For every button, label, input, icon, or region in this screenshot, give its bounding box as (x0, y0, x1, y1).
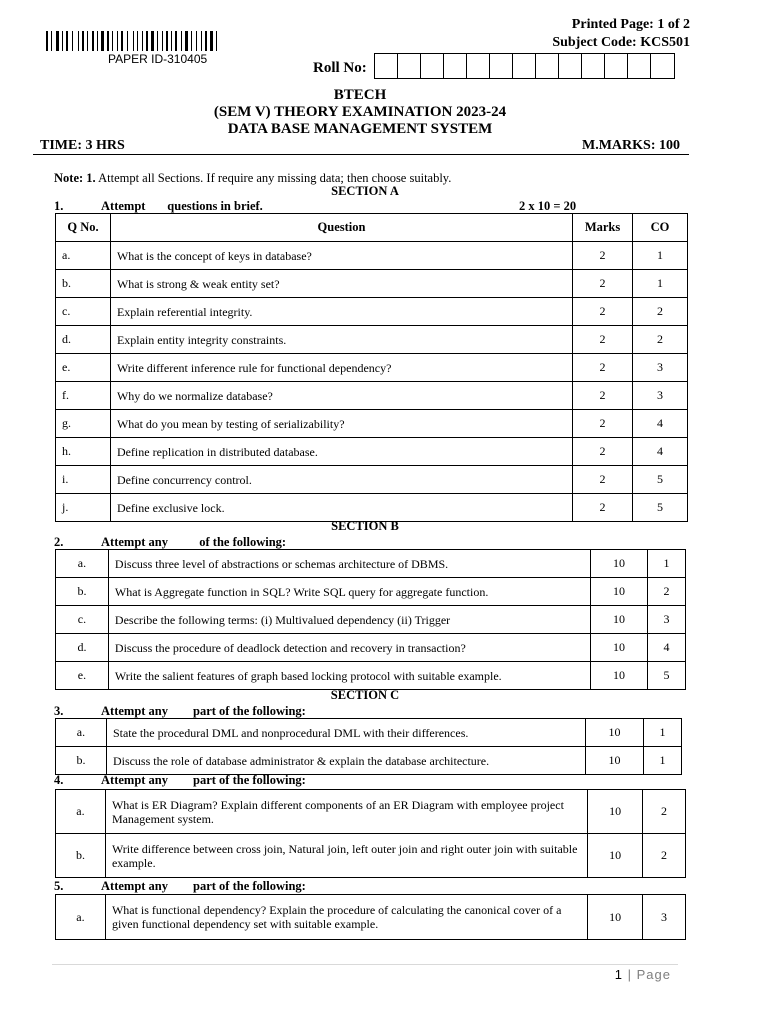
question-text: Define replication in distributed database. (110, 438, 572, 466)
table-row (56, 354, 688, 382)
subject-title: DATA BASE MANAGEMENT SYSTEM (227, 121, 493, 137)
question-text: Explain entity integrity constraints. (110, 326, 572, 354)
question-number: a. (56, 719, 107, 747)
note-number: 1. (86, 171, 96, 185)
question-co: 2 (648, 578, 686, 606)
question-co: 4 (633, 410, 688, 438)
question-number: d. (56, 326, 111, 354)
table-row (56, 790, 686, 834)
barcode-bar (121, 31, 123, 51)
footer-divider (52, 964, 678, 965)
question-number: c. (56, 298, 111, 326)
barcode-bar (201, 31, 202, 51)
table-row (56, 270, 688, 298)
question-number: b. (56, 747, 107, 775)
roll-no-label: Roll No: (313, 60, 367, 76)
question-marks: 2 (573, 382, 633, 410)
barcode-bar (51, 31, 52, 51)
question-marks: 10 (591, 662, 648, 690)
question-number: b. (56, 578, 109, 606)
barcode-bar (151, 31, 154, 51)
question-co: 1 (644, 747, 682, 775)
roll-no-box (467, 54, 490, 78)
question-number: a. (56, 895, 106, 940)
question-co: 1 (633, 270, 688, 298)
barcode-bar (191, 31, 192, 51)
question-co: 3 (643, 895, 686, 940)
barcode-bar (117, 31, 118, 51)
q5-instruction: Attempt any part of the following: (101, 879, 306, 893)
roll-no-box (536, 54, 559, 78)
section-b-heading: SECTION B (331, 519, 399, 533)
question-marks: 10 (591, 578, 648, 606)
q2-instruction: Attempt any of the following: (101, 535, 287, 549)
barcode-bar (112, 31, 113, 51)
question-text: What do you mean by testing of serializability? (110, 410, 572, 438)
barcode-bar (196, 31, 197, 51)
question-text: Write difference between cross join, Natural join, left outer join and right outer join with suitable example. (105, 834, 587, 878)
section-a-heading: SECTION A (331, 184, 399, 198)
question-marks: 10 (591, 634, 648, 662)
q4-number: 4. (54, 773, 64, 787)
barcode-bar (101, 31, 104, 51)
question-text: Write different inference rule for functional dependency? (110, 354, 572, 382)
barcode-bar (142, 31, 143, 51)
q1-marks-scheme: 2 x 10 = 20 (519, 199, 577, 213)
question-text: State the procedural DML and nonprocedural DML with their differences. (106, 719, 585, 747)
question-number: h. (56, 438, 111, 466)
barcode-bar (82, 31, 84, 51)
question-text: Why do we normalize database? (110, 382, 572, 410)
question-co: 1 (644, 719, 682, 747)
question-text: Discuss three level of abstractions or schemas architecture of DBMS. (108, 550, 590, 578)
question-number: a. (56, 790, 106, 834)
footer-separator: | (623, 967, 637, 982)
question-text: Write the salient features of graph based locking protocol with suitable example. (108, 662, 590, 690)
question-co: 3 (633, 354, 688, 382)
table-row (56, 410, 688, 438)
roll-no-box (628, 54, 651, 78)
barcode-bar (72, 31, 73, 51)
roll-no-box (651, 54, 674, 78)
barcode-bar (107, 31, 109, 51)
question-co: 2 (643, 834, 686, 878)
header-marks: Marks (573, 214, 633, 242)
q5-table (55, 894, 686, 940)
barcode-bar (66, 31, 68, 51)
barcode-bar (92, 31, 94, 51)
question-co: 5 (648, 662, 686, 690)
question-text: Discuss the procedure of deadlock detection and recovery in transaction? (108, 634, 590, 662)
q3-instruction: Attempt any part of the following: (101, 704, 306, 718)
barcode-bar (127, 31, 128, 51)
question-text: What is Aggregate function in SQL? Write SQL query for aggregate function. (108, 578, 590, 606)
page-word: Page (636, 967, 671, 982)
question-marks: 10 (586, 719, 644, 747)
table-row (56, 550, 686, 578)
table-row (56, 834, 686, 878)
table-row (56, 634, 686, 662)
barcode-bar (205, 31, 207, 51)
section-b-table (55, 549, 686, 690)
table-row (56, 326, 688, 354)
question-text: Discuss the role of database administrator & explain the database architecture. (106, 747, 585, 775)
question-co: 2 (633, 326, 688, 354)
barcode-bar (87, 31, 88, 51)
question-marks: 10 (588, 895, 643, 940)
question-marks: 10 (586, 747, 644, 775)
barcode-bar (185, 31, 188, 51)
question-co: 2 (643, 790, 686, 834)
header-divider (33, 154, 689, 155)
question-co: 2 (633, 298, 688, 326)
subject-code: Subject Code: KCS501 (552, 35, 690, 50)
q2-number: 2. (54, 535, 64, 549)
question-co: 5 (633, 466, 688, 494)
barcode-bar (97, 31, 98, 51)
question-number: d. (56, 634, 109, 662)
table-row (56, 382, 688, 410)
barcode-bar (137, 31, 138, 51)
printed-page: Printed Page: 1 of 2 (571, 17, 690, 32)
barcode (46, 31, 276, 51)
table-row (56, 719, 682, 747)
question-marks: 2 (573, 270, 633, 298)
q1-instruction: Attempt questions in brief. (101, 199, 263, 213)
barcode-bar (210, 31, 213, 51)
roll-no-box (582, 54, 605, 78)
question-number: c. (56, 606, 109, 634)
question-text: Define concurrency control. (110, 466, 572, 494)
roll-no-box (605, 54, 628, 78)
roll-no-box (490, 54, 513, 78)
question-marks: 2 (573, 466, 633, 494)
question-text: Describe the following terms: (i) Multivalued dependency (ii) Trigger (108, 606, 590, 634)
roll-no-box (421, 54, 444, 78)
section-c-heading: SECTION C (330, 688, 400, 702)
q4-instruction: Attempt any part of the following: (101, 773, 306, 787)
q5-number: 5. (54, 879, 64, 893)
header-co: CO (633, 214, 688, 242)
question-marks: 2 (573, 326, 633, 354)
barcode-bar (78, 31, 79, 51)
question-number: i. (56, 466, 111, 494)
page-number: 1 (614, 967, 624, 982)
barcode-bar (162, 31, 163, 51)
q1-number: 1. (54, 199, 64, 213)
question-marks: 2 (573, 354, 633, 382)
question-number: j. (56, 494, 111, 522)
table-row (56, 747, 682, 775)
question-number: e. (56, 354, 111, 382)
barcode-bar (46, 31, 48, 51)
exam-time: TIME: 3 HRS (40, 138, 125, 153)
table-row (56, 242, 688, 270)
table-row (56, 895, 686, 940)
question-text: Explain referential integrity. (110, 298, 572, 326)
question-co: 3 (648, 606, 686, 634)
question-text: What is ER Diagram? Explain different components of an ER Diagram with employee project Management system. (105, 790, 587, 834)
q3-table (55, 718, 682, 775)
barcode-bar (175, 31, 177, 51)
question-number: b. (56, 834, 106, 878)
barcode-bar (56, 31, 59, 51)
q4-table (55, 789, 686, 878)
question-number: e. (56, 662, 109, 690)
programme-title: BTECH (333, 87, 387, 103)
page-footer (615, 967, 671, 982)
question-number: a. (56, 550, 109, 578)
note-label: Note: (54, 171, 84, 185)
table-row (56, 438, 688, 466)
question-marks: 10 (588, 834, 643, 878)
barcode-bar (62, 31, 63, 51)
question-number: f. (56, 382, 111, 410)
roll-no-box (398, 54, 421, 78)
question-co: 1 (633, 242, 688, 270)
question-marks: 2 (573, 298, 633, 326)
table-row (56, 466, 688, 494)
header-qno: Q No. (56, 214, 111, 242)
barcode-bar (146, 31, 148, 51)
question-marks: 10 (591, 550, 648, 578)
max-marks: M.MARKS: 100 (582, 138, 680, 153)
table-row (56, 606, 686, 634)
table-header-row (56, 214, 688, 242)
table-row (56, 298, 688, 326)
table-row (56, 578, 686, 606)
question-marks: 10 (588, 790, 643, 834)
question-co: 1 (648, 550, 686, 578)
question-co: 5 (633, 494, 688, 522)
question-marks: 10 (591, 606, 648, 634)
section-a-table (55, 213, 688, 522)
question-text: What is the concept of keys in database? (110, 242, 572, 270)
question-text: Define exclusive lock. (110, 494, 572, 522)
roll-no-box (375, 54, 398, 78)
question-co: 4 (648, 634, 686, 662)
table-row (56, 494, 688, 522)
roll-no-box (444, 54, 467, 78)
table-row (56, 662, 686, 690)
question-marks: 2 (573, 438, 633, 466)
roll-no-box (513, 54, 536, 78)
question-number: b. (56, 270, 111, 298)
barcode-bar (157, 31, 158, 51)
question-text: What is strong & weak entity set? (110, 270, 572, 298)
q3-number: 3. (54, 704, 64, 718)
barcode-bar (166, 31, 168, 51)
question-text: What is functional dependency? Explain the procedure of calculating the canonical cover of a given functional dependency set with suitable example. (105, 895, 587, 940)
roll-no-boxes (374, 53, 675, 79)
question-co: 4 (633, 438, 688, 466)
question-marks: 2 (573, 242, 633, 270)
barcode-bar (171, 31, 172, 51)
paper-id: PAPER ID-310405 (108, 52, 208, 66)
question-marks: 2 (573, 494, 633, 522)
question-co: 3 (633, 382, 688, 410)
question-marks: 2 (573, 410, 633, 438)
barcode-bar (216, 31, 217, 51)
roll-no-box (559, 54, 582, 78)
note-text: Attempt all Sections. If require any missing data; then choose suitably. (98, 171, 452, 185)
barcode-bar (181, 31, 182, 51)
question-number: a. (56, 242, 111, 270)
question-number: g. (56, 410, 111, 438)
exam-title: (SEM V) THEORY EXAMINATION 2023-24 (213, 104, 507, 120)
barcode-bar (133, 31, 134, 51)
header-question: Question (110, 214, 572, 242)
